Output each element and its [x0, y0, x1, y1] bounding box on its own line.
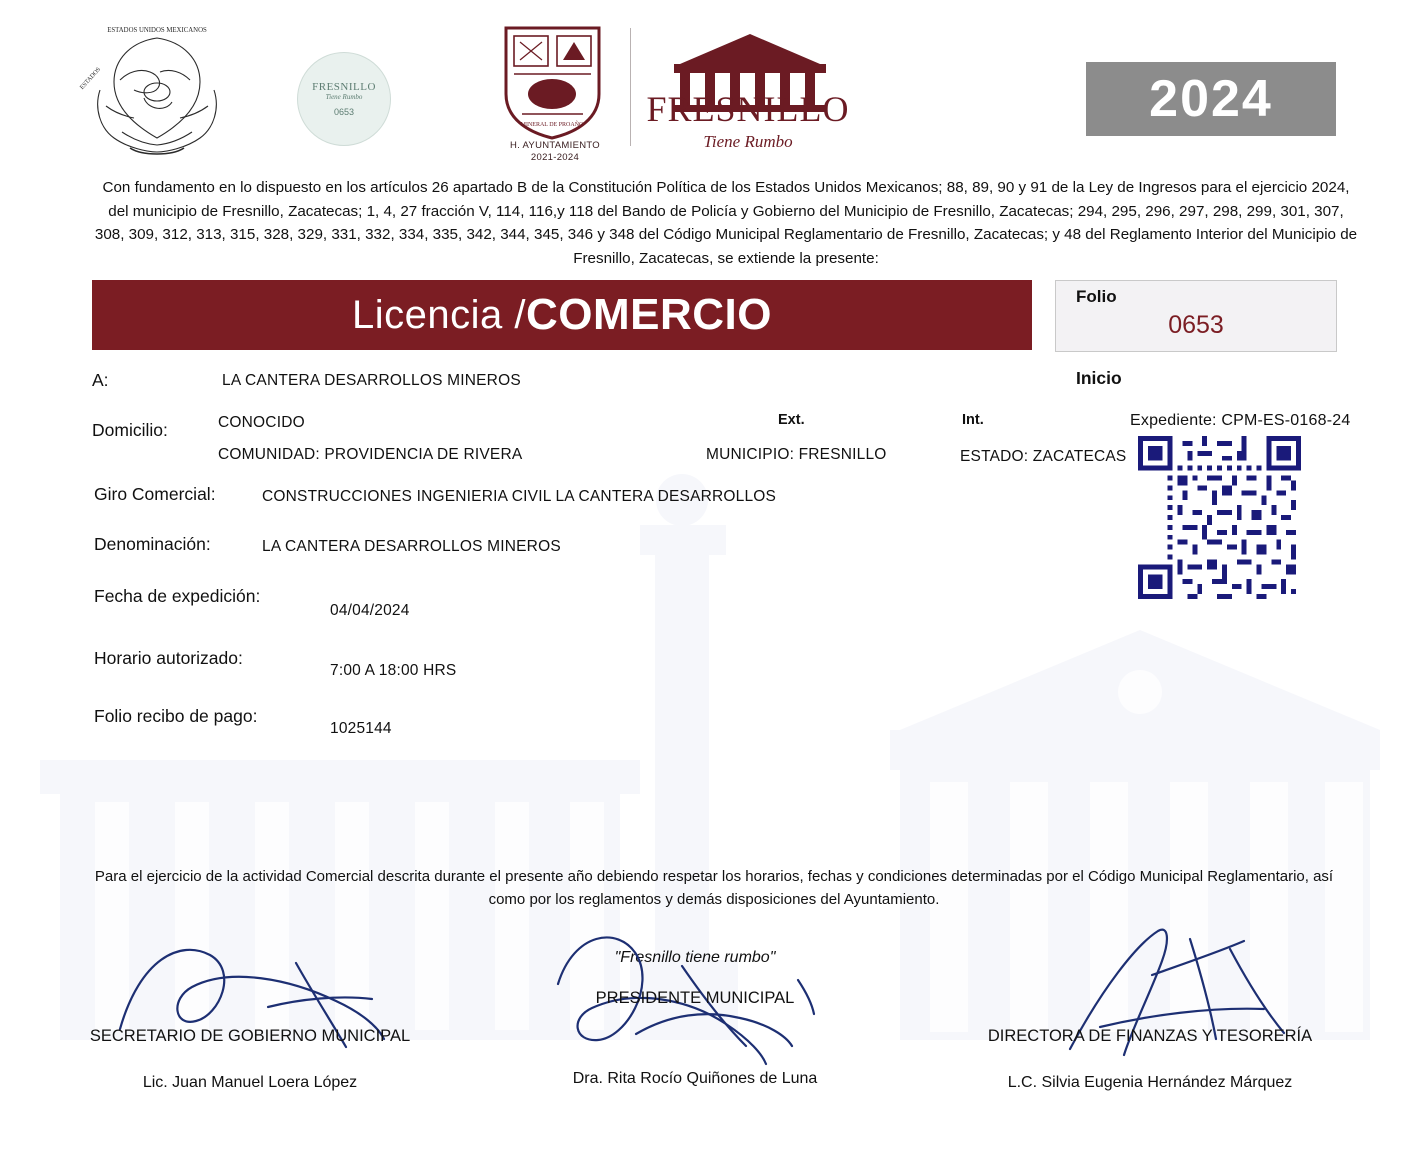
value-a: LA CANTERA DESARROLLOS MINEROS	[222, 372, 521, 390]
license-fields	[0, 358, 1408, 878]
label-fecha-expedicion: Fecha de expedición:	[94, 586, 261, 607]
seal-line-2: Tiene Rumbo	[325, 93, 363, 101]
label-a: A:	[92, 370, 109, 391]
label-inicio: Inicio	[1076, 368, 1122, 389]
label-domicilio: Domicilio:	[92, 420, 168, 441]
value-estado: ESTADO: ZACATECAS	[960, 448, 1127, 466]
label-denominacion: Denominación:	[94, 534, 211, 555]
treasurer-name: L.C. Silvia Eugenia Hernández Márquez	[1007, 1074, 1293, 1092]
value-municipio: MUNICIPIO: FRESNILLO	[706, 446, 887, 464]
motto-text: "Fresnillo tiene rumbo"	[614, 949, 776, 967]
folio-box	[1055, 280, 1337, 352]
license-title-main: COMERCIO	[525, 290, 772, 340]
folio-label: Folio	[1076, 287, 1117, 307]
header-divider	[630, 28, 631, 146]
shield-caption: H. AYUNTAMIENTO 2021-2024	[509, 140, 600, 163]
legal-basis-paragraph: Con fundamento en lo dispuesto en los artículos 26 apartado B de la Constitución Política de los Estados Unidos Mexicanos; 88, 89, 90 y 91 de la Ley de Ingresos para el ejercicio 2024, del municipio de Fresnillo, Zacatecas; 1, 4, 27 fracción V, 114, 116,y 118 del Bando de Policía y Gobierno del Municipio de Fresnillo, Zacatecas; 294, 295, 296, 297, 298, 299, 301, 307, 308, 309, 312, 313, 315, 328, 329, 331, 332, 334, 335, 342, 344, 345, 346 y 348 del Código Municipal Reglamentario de Fresnillo, Zacatecas; y 48 del Reglamento Interior del Municipio de Fresnillo, Zacatecas, se extiende la presente:	[94, 179, 1358, 267]
conditions-paragraph: Para el ejercicio de la actividad Comercial descrita durante el presente año debiendo respetar los horarios, fechas y condiciones determinadas por el Código Municipal Reglamentario, así como por los reglamentos y demás disposiciones del Ayuntamiento.	[94, 868, 1334, 908]
qr-code	[1138, 436, 1301, 599]
license-title-band	[92, 280, 1032, 350]
year-badge	[1086, 62, 1336, 136]
seal-line-3: 0653	[333, 107, 355, 117]
label-horario: Horario autorizado:	[94, 648, 243, 669]
value-expediente: Expediente: CPM-ES-0168-24	[1130, 412, 1351, 430]
value-horario: 7:00 A 18:00 HRS	[330, 662, 457, 680]
value-fecha-expedicion: 04/04/2024	[330, 602, 410, 620]
license-title-prefix: Licencia /	[352, 292, 526, 337]
svg-text:ESTADOS UNIDOS MEXICANOS: ESTADOS UNIDOS MEXICANOS	[107, 27, 207, 34]
value-denominacion: LA CANTERA DESARROLLOS MINEROS	[262, 538, 561, 556]
municipal-round-seal	[297, 52, 391, 146]
license-title-row	[0, 280, 1408, 352]
signature-treasurer	[940, 1027, 1360, 1092]
label-folio-recibo: Folio recibo de pago:	[94, 706, 258, 727]
label-giro: Giro Comercial:	[94, 484, 216, 505]
president-name: Dra. Rita Rocío Quiñones de Luna	[572, 1070, 818, 1088]
year-value: 2024	[1149, 70, 1273, 128]
brand-title: FRESNILLO	[646, 89, 850, 129]
value-folio-recibo: 1025144	[330, 720, 392, 738]
mexico-coat-of-arms-icon	[70, 20, 245, 165]
label-ext: Ext.	[778, 412, 805, 429]
document-header	[0, 0, 1408, 170]
secretary-role: SECRETARIO DE GOBIERNO MUNICIPAL	[89, 1027, 411, 1046]
seal-line-1: FRESNILLO	[312, 81, 376, 93]
signature-president	[520, 989, 870, 1088]
value-domicilio: CONOCIDO	[218, 414, 305, 432]
signature-block	[0, 949, 1408, 1149]
treasurer-role: DIRECTORA DE FINANZAS Y TESORERÍA	[987, 1027, 1313, 1046]
svg-text:ESTADOS: ESTADOS	[78, 65, 103, 92]
fresnillo-shield-icon	[500, 22, 605, 142]
svg-text:MINERAL DE PROAÑO: MINERAL DE PROAÑO	[520, 122, 584, 128]
secretary-name: Lic. Juan Manuel Loera López	[142, 1074, 358, 1092]
folio-value: 0653	[1168, 311, 1224, 340]
value-giro: CONSTRUCCIONES INGENIERIA CIVIL LA CANTERA DESARROLLOS	[262, 488, 777, 506]
brand-subtitle: Tiene Rumbo	[703, 132, 793, 151]
label-int: Int.	[962, 412, 984, 429]
value-comunidad: COMUNIDAD: PROVIDENCIA DE RIVERA	[218, 446, 523, 464]
president-role: PRESIDENTE MUNICIPAL	[595, 989, 795, 1008]
signature-secretary	[40, 1027, 460, 1092]
